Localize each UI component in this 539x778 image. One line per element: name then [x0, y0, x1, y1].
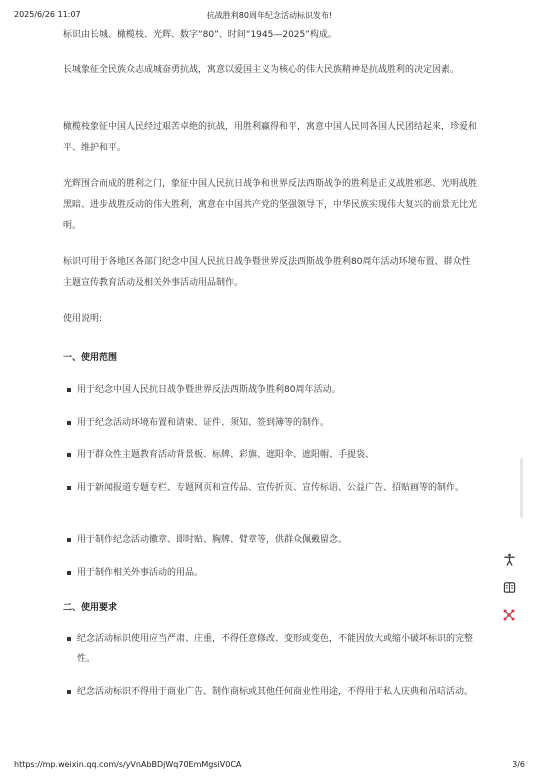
page-number: 3/6: [512, 760, 525, 769]
list-item: 纪念活动标识使用应当严肃、庄重，不得任意修改、变形或变色，不能因放大或缩小破坏标识的完整性。: [63, 629, 479, 669]
paragraph: 标识可用于各地区各部门纪念中国人民抗日战争暨世界反法西斯战争胜利80周年活动环境布置、群众性主题宣传教育活动及相关外事活动用品制作。: [63, 257, 471, 288]
print-datetime: 2025/6/26 11:07: [14, 10, 81, 19]
paragraph: 标识由长城、橄榄枝、光辉、数字“80”、时间“1945—2025”构成。: [63, 30, 337, 40]
bullet-icon: [67, 421, 71, 425]
bullet-icon: [67, 453, 71, 457]
list-item: 用于新闻报道专题专栏、专题网页和宣传品、宣传折页、宣传标语、公益广告、招贴画等的制作。: [63, 478, 479, 498]
reader-icon[interactable]: [502, 580, 516, 594]
list-item: 用于纪念中国人民抗日战争暨世界反法西斯战争胜利80周年活动。: [63, 380, 479, 400]
paragraph: 光辉围合而成的胜利之门，象征中国人民抗日战争和世界反法西斯战争的胜利是正义战胜邪恶、光明战胜黑暗、进步战胜反动的伟大胜利，寓意在中国共产党的坚强领导下，中华民族实现伟大复兴的前景无比光明。: [63, 179, 478, 231]
usage-label: 使用说明:: [63, 314, 103, 324]
list-item: 用于制作纪念活动徽章、即时贴、胸牌、臂章等，供群众佩戴留念。: [63, 530, 479, 550]
paragraph: 橄榄枝象征中国人民经过艰苦卓绝的抗战，用胜利赢得和平，寓意中国人民同各国人民团结起来，珍爱和平、维护和平。: [63, 122, 478, 153]
share-network-icon[interactable]: [502, 608, 516, 622]
list-item: 用于群众性主题教育活动背景板、标牌、彩旗、遮阳伞、遮阳帽、手提袋、: [63, 445, 479, 465]
list-item: 用于制作相关外事活动的用品。: [63, 563, 479, 583]
list-item: 纪念活动标识不得用于商业广告、制作商标或其他任何商业性用途，不得用于私人庆典和吊唁活动。: [63, 682, 479, 702]
bullet-icon: [67, 538, 71, 542]
page-title: 抗战胜利80周年纪念活动标识发布!: [206, 11, 333, 20]
bullet-icon: [67, 571, 71, 575]
page-url: https://mp.weixin.qq.com/s/yVnAbBDjWq70EmMgsiV0CA: [14, 760, 242, 769]
bullet-icon: [67, 690, 71, 694]
list-item: 用于纪念活动环境布置和请柬、证件、须知、签到簿等的制作。: [63, 413, 479, 433]
section-heading-requirements: 二、使用要求: [63, 603, 118, 613]
section-heading-scope: 一、使用范围: [63, 353, 118, 363]
paragraph: 长城象征全民族众志成城奋勇抗战，寓意以爱国主义为核心的伟大民族精神是抗战胜利的决定因素。: [63, 65, 460, 75]
bullet-icon: [67, 637, 71, 641]
accessibility-icon[interactable]: [502, 552, 516, 566]
bullet-icon: [67, 388, 71, 392]
bullet-icon: [67, 486, 71, 490]
scrollbar[interactable]: [520, 458, 523, 518]
